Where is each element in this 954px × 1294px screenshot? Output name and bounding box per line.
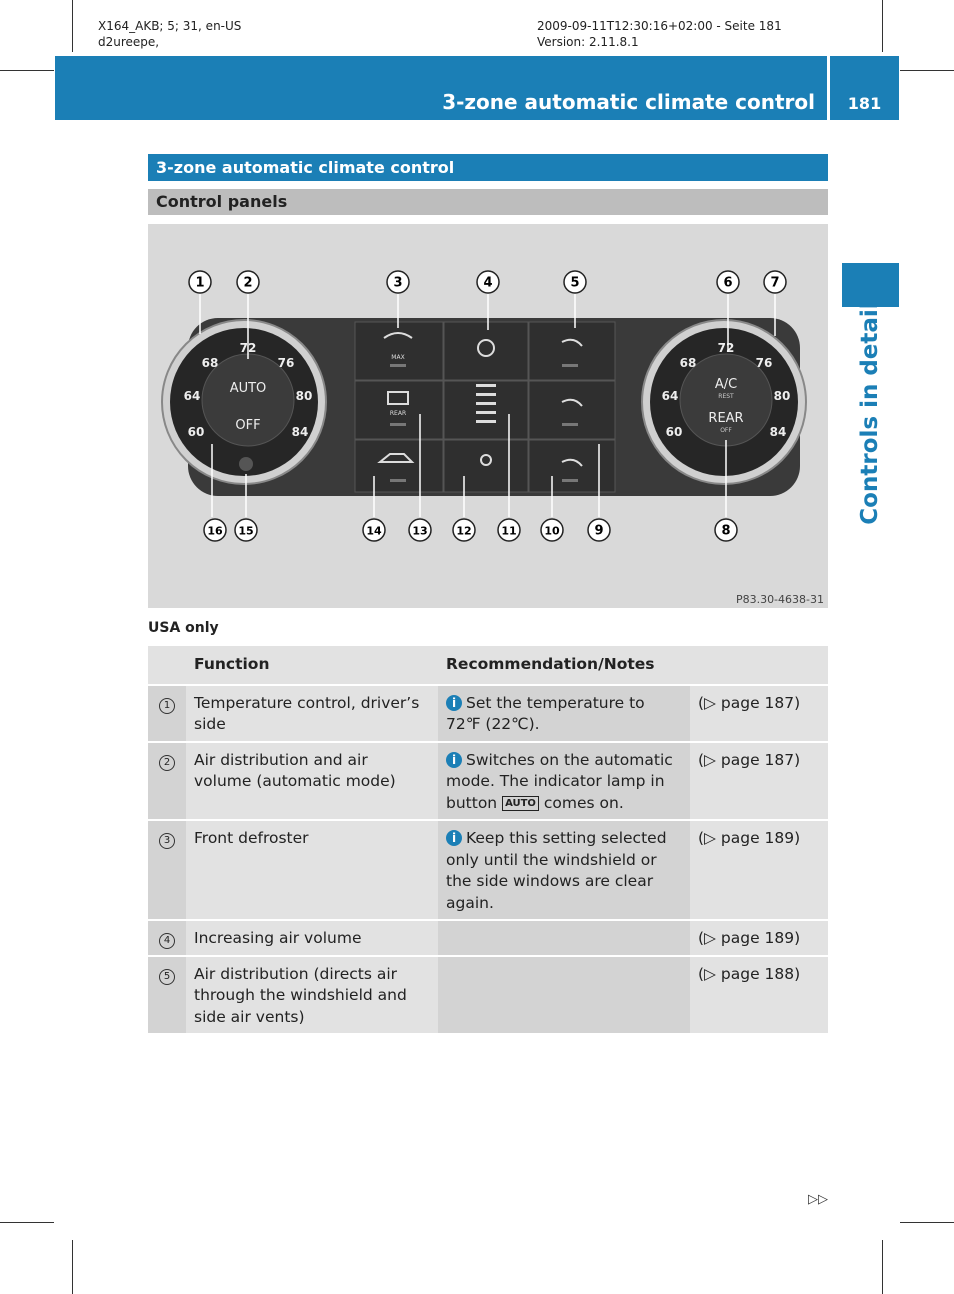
dial-scale-label: 60: [665, 425, 683, 439]
callout-number: 11: [501, 524, 517, 538]
meta-line: d2ureepe,: [98, 35, 160, 49]
callout-number: 4: [483, 275, 493, 291]
continued-marker: ▷▷: [808, 1192, 828, 1207]
dial-scale-label: 72: [717, 341, 735, 355]
dial-scale-label: 68: [201, 356, 219, 370]
rear-button-label: REAR: [708, 411, 744, 426]
print-meta-right: [537, 18, 782, 50]
function-cell: Air distribution and air volume (automatic mode): [186, 742, 438, 821]
off-button-label: OFF: [235, 418, 261, 433]
page-number: 181: [847, 94, 882, 113]
page-reference: (▷ page 188): [690, 956, 828, 1034]
note-cell: [438, 820, 690, 920]
crop-mark: [882, 1240, 883, 1294]
page-reference: (▷ page 187): [690, 685, 828, 742]
callout-number: 10: [544, 524, 560, 538]
note-cell: [438, 956, 690, 1034]
crop-mark: [72, 0, 73, 52]
subsection-heading: Control panels: [148, 189, 828, 215]
callout-number: 6: [723, 275, 733, 291]
row-number: [148, 742, 186, 821]
row-number: [148, 956, 186, 1034]
note-text: Switches on the automatic mode. The indicator lamp in button: [446, 750, 673, 812]
table-row: [148, 820, 828, 920]
callout-number: 8: [721, 523, 731, 539]
rear-off-label: OFF: [720, 427, 732, 434]
ac-button-label: A/C: [714, 377, 738, 392]
rear-defrost-label: REAR: [389, 410, 407, 417]
section-heading: 3-zone automatic climate control: [148, 154, 828, 181]
meta-line: X164_AKB; 5; 31, en-US: [98, 19, 242, 33]
circled-number: 1: [159, 698, 175, 714]
dial-scale-label: 68: [679, 356, 697, 370]
note-cell: [438, 920, 690, 956]
callout-number: 9: [594, 523, 604, 539]
auto-key-symbol: AUTO: [502, 796, 539, 811]
callout-number: 3: [393, 275, 403, 291]
circled-number: 5: [159, 969, 175, 985]
page-reference: (▷ page 189): [690, 820, 828, 920]
page-number-box: [830, 56, 899, 120]
rest-label: REST: [718, 393, 734, 400]
dial-scale-label: 60: [187, 425, 205, 439]
table-row: [148, 742, 828, 821]
crop-mark: [900, 1222, 954, 1223]
figure-caption: USA only: [148, 620, 219, 636]
function-cell: Air distribution (directs air through the windshield and side air vents): [186, 956, 438, 1034]
column-header: [148, 646, 186, 685]
callout-number: 13: [412, 524, 428, 538]
info-icon: i: [446, 830, 462, 846]
note-text: comes on.: [543, 793, 624, 812]
function-cell: Temperature control, driver’s side: [186, 685, 438, 742]
crop-mark: [72, 1240, 73, 1294]
row-number: [148, 820, 186, 920]
dial-scale-label: 64: [661, 389, 679, 403]
meta-line: 2009-09-11T12:30:16+02:00 - Seite 181: [537, 19, 782, 33]
crop-mark: [900, 70, 954, 71]
column-header: Recommendation/Notes: [438, 646, 690, 685]
table-header-row: [148, 646, 828, 685]
table-row: [148, 956, 828, 1034]
crop-mark: [0, 70, 54, 71]
function-cell: Front defroster: [186, 820, 438, 920]
function-cell: Increasing air volume: [186, 920, 438, 956]
callout-number: 15: [238, 524, 254, 538]
side-tab-label: Controls in detail: [857, 301, 883, 525]
callout-number: 14: [366, 524, 382, 538]
circled-number: 2: [159, 755, 175, 771]
page-reference: (▷ page 187): [690, 742, 828, 821]
crop-mark: [0, 1222, 54, 1223]
callout-number: 2: [243, 275, 253, 291]
callout-number: 12: [456, 524, 472, 538]
dial-scale-label: 76: [755, 356, 773, 370]
function-table: [148, 646, 828, 1033]
page-reference: (▷ page 189): [690, 920, 828, 956]
callout-number: 16: [207, 524, 223, 538]
control-panel-illustration: [148, 224, 828, 608]
dial-scale-label: 72: [239, 341, 257, 355]
info-icon: i: [446, 695, 462, 711]
note-cell: [438, 742, 690, 821]
note-text: Set the temperature to 72℉ (22℃).: [446, 693, 645, 733]
dial-scale-label: 64: [183, 389, 201, 403]
control-panel-figure: [148, 224, 828, 608]
column-header: [690, 646, 828, 685]
dial-scale-label: 80: [295, 389, 313, 403]
note-text: Keep this setting selected only until the windshield or the side windows are clear again.: [446, 829, 667, 912]
callout-number: 7: [770, 275, 780, 291]
page-header-bar: [55, 56, 827, 120]
callout-number: 5: [570, 275, 580, 291]
column-header: Function: [186, 646, 438, 685]
dial-scale-label: 76: [277, 356, 295, 370]
circled-number: 3: [159, 833, 175, 849]
page-title: 3-zone automatic climate control: [442, 90, 815, 114]
row-number: [148, 685, 186, 742]
note-cell: [438, 685, 690, 742]
circled-number: 4: [159, 933, 175, 949]
dial-scale-label: 80: [773, 389, 791, 403]
dial-scale-label: 84: [291, 425, 309, 439]
max-label: MAX: [391, 354, 405, 361]
dial-scale-label: 84: [769, 425, 787, 439]
info-icon: i: [446, 752, 462, 768]
crop-mark: [882, 0, 883, 52]
auto-button-label: AUTO: [229, 381, 267, 396]
table-row: [148, 685, 828, 742]
callout-number: 1: [195, 275, 205, 291]
print-meta-left: [98, 18, 241, 50]
meta-line: Version: 2.11.8.1: [537, 35, 639, 49]
table-row: [148, 920, 828, 956]
row-number: [148, 920, 186, 956]
figure-reference-code: P83.30-4638-31: [735, 593, 824, 606]
